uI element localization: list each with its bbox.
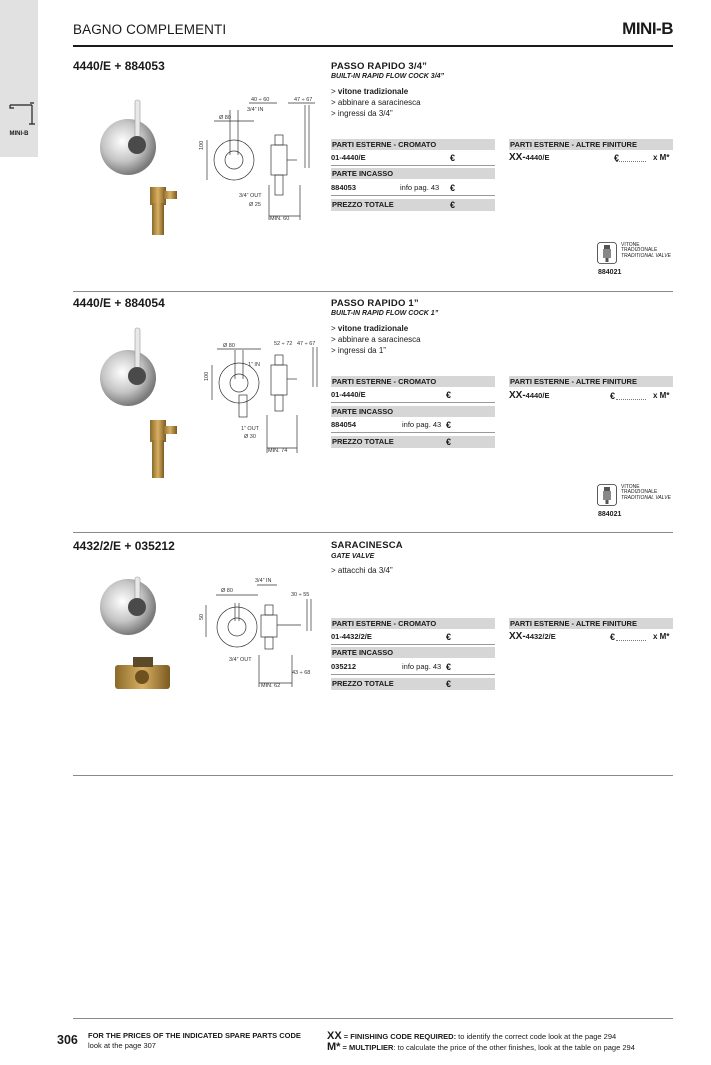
product-subtitle: BUILT-IN RAPID FLOW COCK 3/4” — [331, 73, 445, 80]
price-dots — [616, 399, 646, 400]
chrome-code: 01-4432/2/E — [331, 632, 372, 641]
dim-label: 43 ÷ 68 — [292, 670, 311, 676]
row-divider — [331, 402, 495, 403]
product-name: PASSO RAPIDO 3/4” — [331, 61, 428, 72]
section-divider — [73, 775, 673, 776]
valve-icon — [597, 484, 617, 506]
dim-label: 1” OUT — [241, 426, 260, 432]
dim-label: 40 ÷ 60 — [251, 97, 270, 103]
price-euro: € — [614, 153, 620, 163]
feature-list — [331, 565, 393, 576]
section-divider — [73, 291, 673, 292]
alt-header: PARTI ESTERNE - ALTRE FINITURE — [509, 376, 673, 387]
chrome-row — [331, 152, 495, 164]
feature-item: > vitone tradizionale — [331, 87, 409, 96]
chrome-header: PARTI ESTERNE - CROMATO — [331, 139, 495, 150]
incasso-row — [331, 419, 495, 431]
incasso-code: 035212 — [331, 662, 357, 671]
row-divider — [331, 165, 495, 166]
chrome-header: PARTI ESTERNE - CROMATO — [331, 618, 495, 629]
total-row — [331, 436, 495, 448]
technical-drawing — [197, 575, 325, 695]
feature-item: > abbinare a saracinesca — [331, 335, 421, 344]
info-ref: info pag. 43 — [402, 662, 442, 671]
incasso-header: PARTE INCASSO — [331, 168, 495, 179]
dim-label: 3/4” OUT — [239, 193, 262, 199]
feature-item: > vitone tradizionale — [331, 324, 409, 333]
technical-drawing — [197, 90, 325, 225]
valve-icon — [597, 242, 617, 264]
xx-prefix: XX- — [509, 631, 526, 642]
product-code: 4440/E + 884053 — [73, 59, 165, 73]
price-euro: € — [446, 437, 452, 447]
price-euro: € — [450, 153, 456, 163]
price-euro: € — [446, 662, 452, 672]
price-euro: € — [446, 390, 452, 400]
price-dots — [616, 161, 646, 162]
faucet-icon — [6, 96, 36, 126]
total-label: PREZZO TOTALE — [332, 437, 394, 446]
price-euro: € — [450, 200, 456, 210]
dim-label: 50 — [199, 613, 205, 620]
incasso-row — [331, 182, 495, 194]
dim-label: 3/4” IN — [255, 578, 272, 584]
m-legend: M* = MULTIPLIER: to calculate the price of the other finishes, look at the table on page 294 — [327, 1041, 635, 1053]
footer-divider — [73, 1018, 673, 1019]
product-name: SARACINESCA — [331, 540, 403, 551]
page-number: 306 — [57, 1033, 78, 1047]
header-divider — [73, 45, 673, 47]
price-euro: € — [446, 420, 452, 430]
incasso-header: PARTE INCASSO — [331, 406, 495, 417]
valve-code: 884021 — [598, 269, 622, 276]
feature-item: > ingressi da 3/4” — [331, 109, 393, 118]
collection-title: MINI-B — [622, 19, 673, 38]
dim-label: 47 ÷ 67 — [297, 341, 316, 347]
xx-prefix: XX- — [509, 390, 526, 401]
multiplier: x M* — [653, 632, 670, 641]
chrome-code: 01-4440/E — [331, 153, 366, 162]
chrome-row — [331, 631, 495, 643]
section-divider — [73, 532, 673, 533]
valve-code: 884021 — [598, 511, 622, 518]
price-euro: € — [450, 183, 456, 193]
price-euro: € — [610, 632, 616, 642]
valve-label: VITONE TRADIZIONALE TRADITIONAL VALVE — [621, 484, 671, 501]
product-code: 4440/E + 884054 — [73, 296, 165, 310]
total-row — [331, 678, 495, 690]
dim-label: MIN. 60 — [270, 216, 290, 222]
info-ref: info pag. 43 — [402, 420, 442, 429]
alt-row — [509, 152, 673, 164]
legend-note — [327, 1031, 635, 1053]
multiplier: x M* — [653, 153, 670, 162]
product-code: 4432/2/E + 035212 — [73, 539, 175, 553]
row-divider — [331, 195, 495, 196]
feature-item: > ingressi da 1” — [331, 346, 386, 355]
alt-code: 4440/E — [525, 391, 550, 400]
feature-item: > attacchi da 3/4” — [331, 566, 393, 575]
feature-list — [331, 323, 421, 356]
row-divider — [331, 644, 495, 645]
sidebar-label: MINI-B — [9, 131, 29, 137]
product-subtitle: BUILT-IN RAPID FLOW COCK 1” — [331, 310, 439, 317]
total-label: PREZZO TOTALE — [332, 200, 394, 209]
incasso-code: 884053 — [331, 183, 357, 192]
price-dots — [616, 640, 646, 641]
valve-label: VITONE TRADIZIONALE TRADITIONAL VALVE — [621, 242, 671, 259]
dim-label: Ø 30 — [244, 434, 256, 440]
total-label: PREZZO TOTALE — [332, 679, 394, 688]
dim-label: 1” IN — [248, 362, 260, 368]
dim-label: 30 ÷ 55 — [291, 592, 310, 598]
spare-sub: look at the page 307 — [88, 1041, 156, 1050]
feature-item: > abbinare a saracinesca — [331, 98, 421, 107]
dim-label: Ø 25 — [249, 202, 261, 208]
dim-label: Ø 80 — [219, 115, 231, 121]
row-divider — [331, 432, 495, 433]
alt-row — [509, 390, 673, 402]
technical-drawing — [197, 335, 325, 457]
product-photo — [95, 85, 185, 235]
dim-label: 100 — [199, 140, 205, 150]
product-subtitle: GATE VALVE — [331, 553, 375, 560]
chrome-row — [331, 389, 495, 401]
chrome-code: 01-4440/E — [331, 390, 366, 399]
spare-parts-note — [88, 1031, 301, 1051]
dim-label: 52 ÷ 72 — [274, 341, 293, 347]
alt-row — [509, 631, 673, 643]
xx-prefix: XX- — [509, 152, 526, 163]
dim-label: 100 — [204, 371, 210, 381]
spare-title: FOR THE PRICES OF THE INDICATED SPARE PARTS CODE — [88, 1031, 301, 1040]
alt-code: 4440/E — [525, 153, 550, 162]
incasso-code: 884054 — [331, 420, 357, 429]
dim-label: MIN. 74 — [268, 448, 288, 454]
dim-label: Ø 80 — [223, 343, 235, 349]
incasso-row — [331, 661, 495, 673]
feature-list — [331, 86, 421, 119]
chrome-header: PARTI ESTERNE - CROMATO — [331, 376, 495, 387]
alt-header: PARTI ESTERNE - ALTRE FINITURE — [509, 618, 673, 629]
product-photo — [95, 320, 185, 478]
dim-label: Ø 80 — [221, 588, 233, 594]
total-row — [331, 199, 495, 211]
multiplier: x M* — [653, 391, 670, 400]
dim-label: 3/4” IN — [247, 107, 264, 113]
alt-header: PARTI ESTERNE - ALTRE FINITURE — [509, 139, 673, 150]
section-title: BAGNO COMPLEMENTI — [73, 22, 227, 37]
incasso-header: PARTE INCASSO — [331, 647, 495, 658]
dim-label: 47 ÷ 67 — [294, 97, 313, 103]
xx-legend: XX = FINISHING CODE REQUIRED: to identify the correct code look at the page 294 — [327, 1030, 617, 1042]
alt-code: 4432/2/E — [525, 632, 556, 641]
price-euro: € — [446, 679, 452, 689]
row-divider — [331, 674, 495, 675]
info-ref: info pag. 43 — [400, 183, 440, 192]
product-photo — [95, 565, 185, 710]
product-name: PASSO RAPIDO 1” — [331, 298, 419, 309]
price-euro: € — [610, 391, 616, 401]
price-euro: € — [446, 632, 452, 642]
dim-label: MIN. 62 — [261, 683, 281, 689]
dim-label: 3/4” OUT — [229, 657, 252, 663]
